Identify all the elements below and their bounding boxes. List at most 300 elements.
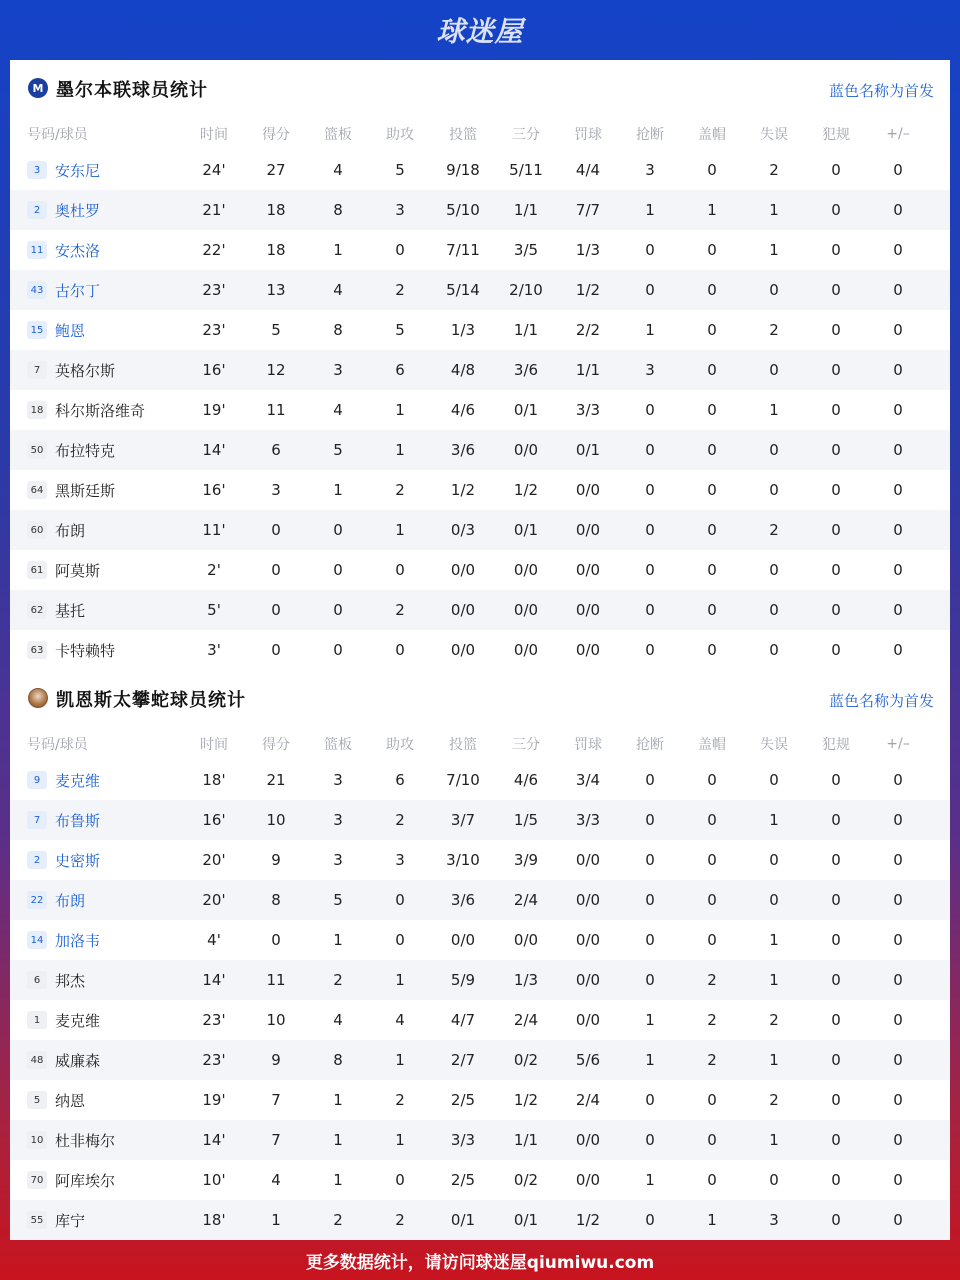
stat-cell: 0 xyxy=(893,771,903,789)
player-cell xyxy=(27,840,197,880)
stat-cell: 2' xyxy=(207,561,221,579)
player-name[interactable]: 阿莫斯 xyxy=(55,561,101,580)
stat-cell: 1 xyxy=(395,521,405,539)
stat-cell: 0 xyxy=(707,641,717,659)
stat-cell: 0 xyxy=(893,1171,903,1189)
stat-cell: 0 xyxy=(707,1171,717,1189)
stat-cell: 0/0 xyxy=(450,601,476,619)
stat-cell: 0 xyxy=(707,771,717,789)
player-name[interactable]: 黑斯廷斯 xyxy=(55,481,116,500)
stat-cell: 2 xyxy=(769,321,779,339)
stat-cell: 1/2 xyxy=(513,1091,539,1109)
table-row[interactable] xyxy=(10,1160,950,1200)
stat-cell: 0 xyxy=(831,771,841,789)
player-cell xyxy=(27,430,197,470)
stat-cell: 0/0 xyxy=(575,1011,601,1029)
player-name[interactable]: 古尔丁 xyxy=(55,281,101,300)
player-cell xyxy=(27,350,197,390)
stat-cell: 0 xyxy=(831,281,841,299)
jersey-number: 6 xyxy=(27,971,47,989)
player-name[interactable]: 布鲁斯 xyxy=(55,811,101,830)
stat-cell: 22' xyxy=(202,241,226,259)
stat-cell: 0/0 xyxy=(575,561,601,579)
stat-cell: 2 xyxy=(707,971,717,989)
column-header: 犯规 xyxy=(822,737,850,753)
column-header: 时间 xyxy=(200,737,228,753)
stat-cell: 2 xyxy=(769,521,779,539)
table-row[interactable] xyxy=(10,270,950,310)
player-name[interactable]: 麦克维 xyxy=(55,771,101,790)
stat-cell: 0 xyxy=(707,811,717,829)
stat-cell: 0 xyxy=(831,811,841,829)
stat-cell: 0 xyxy=(645,641,655,659)
stat-cell: 0/0 xyxy=(575,1171,601,1189)
stat-cell: 1 xyxy=(645,1011,655,1029)
stat-cell: 1/1 xyxy=(575,361,601,379)
stat-cell: 0 xyxy=(769,891,779,909)
stat-cell: 20' xyxy=(202,851,226,869)
stat-cell: 0 xyxy=(707,851,717,869)
stat-cell: 2 xyxy=(395,1211,405,1229)
column-header: 罚球 xyxy=(574,737,602,753)
stat-cell: 0 xyxy=(271,641,281,659)
player-cell xyxy=(27,1040,197,1080)
player-cell xyxy=(27,920,197,960)
stat-cell: 3 xyxy=(645,361,655,379)
stat-cell: 0/0 xyxy=(575,891,601,909)
player-cell xyxy=(27,760,197,800)
stat-cell: 0 xyxy=(893,1131,903,1149)
column-header: 助攻 xyxy=(386,127,414,143)
player-cell xyxy=(27,1200,197,1240)
stat-cell: 1 xyxy=(395,971,405,989)
player-name[interactable]: 布拉特克 xyxy=(55,441,116,460)
stat-cell: 0 xyxy=(271,561,281,579)
stat-cell: 5 xyxy=(333,441,343,459)
stat-cell: 4 xyxy=(271,1171,281,1189)
stat-cell: 18 xyxy=(266,201,286,219)
column-header: 三分 xyxy=(512,737,540,753)
stat-cell: 0 xyxy=(893,641,903,659)
stat-cell: 2 xyxy=(395,481,405,499)
player-cell xyxy=(27,590,197,630)
stat-cell: 0/0 xyxy=(575,481,601,499)
stat-cell: 5/9 xyxy=(450,971,476,989)
stat-cell: 0/1 xyxy=(450,1211,476,1229)
jersey-number: 7 xyxy=(27,811,47,829)
stat-cell: 2/4 xyxy=(575,1091,601,1109)
column-header: 投篮 xyxy=(449,737,477,753)
stat-cell: 1/2 xyxy=(575,1211,601,1229)
stat-cell: 0 xyxy=(645,241,655,259)
stat-cell: 0 xyxy=(831,1131,841,1149)
stat-cell: 0 xyxy=(333,641,343,659)
stat-cell: 1 xyxy=(769,201,779,219)
brand-logo: 球迷屋 xyxy=(436,15,524,48)
player-name[interactable]: 科尔斯洛维奇 xyxy=(55,401,146,420)
jersey-number: 7 xyxy=(27,361,47,379)
player-name[interactable]: 杜非梅尔 xyxy=(55,1131,116,1150)
stat-cell: 0 xyxy=(769,601,779,619)
table-row[interactable] xyxy=(10,390,950,430)
table-row[interactable] xyxy=(10,190,950,230)
stat-cell: 0/0 xyxy=(513,441,539,459)
column-header: 得分 xyxy=(262,737,290,753)
stat-cell: 2 xyxy=(769,161,779,179)
stat-cell: 0 xyxy=(893,1211,903,1229)
stat-cell: 10 xyxy=(266,811,286,829)
column-header: 失误 xyxy=(760,737,788,753)
starter-legend: 蓝色名称为首发 xyxy=(828,692,934,710)
stat-cell: 9/18 xyxy=(446,161,480,179)
stat-cell: 0 xyxy=(645,771,655,789)
stat-cell: 0 xyxy=(707,481,717,499)
stat-cell: 0 xyxy=(645,811,655,829)
stat-cell: 3 xyxy=(333,811,343,829)
jersey-number: 61 xyxy=(27,561,47,579)
stat-cell: 6 xyxy=(271,441,281,459)
stat-cell: 0 xyxy=(769,441,779,459)
stat-cell: 1 xyxy=(707,1211,717,1229)
starter-legend: 蓝色名称为首发 xyxy=(828,82,934,100)
stat-cell: 0/1 xyxy=(513,1211,539,1229)
stat-cell: 0/0 xyxy=(575,851,601,869)
team-title-row xyxy=(10,60,950,118)
stat-cell: 5/6 xyxy=(575,1051,601,1069)
stat-cell: 2/4 xyxy=(513,891,539,909)
stat-cell: 7/7 xyxy=(575,201,601,219)
stat-cell: 1 xyxy=(333,1171,343,1189)
stat-cell: 10' xyxy=(202,1171,226,1189)
table-header xyxy=(10,118,950,150)
table-row[interactable] xyxy=(10,230,950,270)
stat-cell: 2 xyxy=(769,1011,779,1029)
stat-cell: 1/1 xyxy=(513,321,539,339)
stat-cell: 0/0 xyxy=(513,641,539,659)
stat-cell: 1 xyxy=(333,931,343,949)
table-row[interactable] xyxy=(10,1000,950,1040)
stat-cell: 3/9 xyxy=(513,851,539,869)
stat-cell: 0 xyxy=(831,1171,841,1189)
stat-cell: 0 xyxy=(831,401,841,419)
table-row[interactable] xyxy=(10,510,950,550)
player-name[interactable]: 阿库埃尔 xyxy=(55,1171,116,1190)
stat-cell: 0 xyxy=(769,851,779,869)
stat-cell: 2/5 xyxy=(450,1171,476,1189)
stat-cell: 0 xyxy=(893,401,903,419)
table-row[interactable] xyxy=(10,880,950,920)
stat-cell: 0 xyxy=(645,401,655,419)
stat-cell: 0 xyxy=(769,561,779,579)
team-section-1 xyxy=(10,60,950,670)
stat-cell: 6 xyxy=(395,771,405,789)
table-row[interactable] xyxy=(10,1080,950,1120)
stat-cell: 0/2 xyxy=(513,1051,539,1069)
stat-cell: 3 xyxy=(395,201,405,219)
table-row[interactable] xyxy=(10,800,950,840)
stat-cell: 23' xyxy=(202,1051,226,1069)
stat-cell: 3 xyxy=(395,851,405,869)
stat-cell: 7 xyxy=(271,1131,281,1149)
stat-cell: 0 xyxy=(645,481,655,499)
stat-cell: 1/3 xyxy=(450,321,476,339)
stat-cell: 2 xyxy=(333,971,343,989)
stat-cell: 0 xyxy=(831,521,841,539)
player-cell xyxy=(27,150,197,190)
stat-cell: 4 xyxy=(333,401,343,419)
stat-cell: 3 xyxy=(333,361,343,379)
stat-cell: 5 xyxy=(395,161,405,179)
stat-cell: 4 xyxy=(333,161,343,179)
jersey-number: 10 xyxy=(27,1131,47,1149)
stat-cell: 1 xyxy=(395,401,405,419)
table-row[interactable] xyxy=(10,470,950,510)
stat-cell: 0/0 xyxy=(575,641,601,659)
stat-cell: 11' xyxy=(202,521,226,539)
team-title: 凯恩斯太攀蛇球员统计 xyxy=(56,690,246,711)
stat-cell: 7 xyxy=(271,1091,281,1109)
jersey-number: 14 xyxy=(27,931,47,949)
stat-cell: 0 xyxy=(893,241,903,259)
jersey-number: 70 xyxy=(27,1171,47,1189)
stat-cell: 4/6 xyxy=(513,771,539,789)
stat-cell: 1 xyxy=(395,1051,405,1069)
stat-cell: 0 xyxy=(893,811,903,829)
stat-cell: 2 xyxy=(769,1091,779,1109)
player-name[interactable]: 安东尼 xyxy=(55,161,101,180)
stat-cell: 3/3 xyxy=(575,401,601,419)
team-title-row xyxy=(10,670,950,728)
stat-cell: 9 xyxy=(271,1051,281,1069)
stat-cell: 0 xyxy=(831,1091,841,1109)
stat-cell: 1 xyxy=(333,481,343,499)
jersey-number: 62 xyxy=(27,601,47,619)
player-cell xyxy=(27,960,197,1000)
stat-cell: 1 xyxy=(333,1091,343,1109)
player-name[interactable]: 布朗 xyxy=(55,521,86,540)
stat-cell: 2 xyxy=(395,281,405,299)
stat-cell: 0 xyxy=(645,441,655,459)
player-name[interactable]: 库宁 xyxy=(55,1211,86,1230)
jersey-number: 2 xyxy=(27,201,47,219)
stat-cell: 0 xyxy=(831,481,841,499)
player-name[interactable]: 卡特赖特 xyxy=(55,641,116,660)
stat-cell: 23' xyxy=(202,281,226,299)
stat-cell: 0 xyxy=(645,971,655,989)
player-name[interactable]: 英格尔斯 xyxy=(55,361,116,380)
stat-cell: 2 xyxy=(395,1091,405,1109)
column-header: 号码/球员 xyxy=(27,127,88,143)
team-logo-icon: M xyxy=(28,78,48,98)
stat-cell: 11 xyxy=(266,401,286,419)
table-row[interactable] xyxy=(10,430,950,470)
stat-cell: 0 xyxy=(707,361,717,379)
stat-cell: 2/5 xyxy=(450,1091,476,1109)
player-cell xyxy=(27,1080,197,1120)
stat-cell: 0/1 xyxy=(575,441,601,459)
table-row[interactable] xyxy=(10,920,950,960)
stat-cell: 0 xyxy=(769,481,779,499)
stat-cell: 0/0 xyxy=(513,931,539,949)
player-name[interactable]: 邦杰 xyxy=(55,971,86,990)
stat-cell: 0 xyxy=(707,521,717,539)
table-row[interactable] xyxy=(10,1040,950,1080)
table-row[interactable] xyxy=(10,1200,950,1240)
column-header: 号码/球员 xyxy=(27,737,88,753)
stat-cell: 0 xyxy=(271,521,281,539)
stat-cell: 0 xyxy=(893,931,903,949)
jersey-number: 64 xyxy=(27,481,47,499)
player-name[interactable]: 加洛韦 xyxy=(55,931,101,950)
stat-cell: 2 xyxy=(707,1051,717,1069)
stat-cell: 21' xyxy=(202,201,226,219)
stat-cell: 1 xyxy=(271,1211,281,1229)
stat-cell: 4/8 xyxy=(450,361,476,379)
stat-cell: 0/0 xyxy=(575,931,601,949)
stat-cell: 2/2 xyxy=(575,321,601,339)
stat-cell: 0 xyxy=(707,241,717,259)
player-name[interactable]: 布朗 xyxy=(55,891,86,910)
stat-cell: 2/7 xyxy=(450,1051,476,1069)
stat-cell: 0/1 xyxy=(513,401,539,419)
stat-cell: 12 xyxy=(266,361,286,379)
table-row[interactable] xyxy=(10,630,950,670)
stat-cell: 1/3 xyxy=(513,971,539,989)
stat-cell: 3 xyxy=(333,851,343,869)
stat-cell: 1/2 xyxy=(513,481,539,499)
table-row[interactable] xyxy=(10,590,950,630)
stat-cell: 1 xyxy=(707,201,717,219)
stat-cell: 0 xyxy=(707,601,717,619)
player-name[interactable]: 安杰洛 xyxy=(55,241,101,260)
stat-cell: 9 xyxy=(271,851,281,869)
jersey-number: 5 xyxy=(27,1091,47,1109)
jersey-number: 2 xyxy=(27,851,47,869)
brand-header xyxy=(0,0,960,60)
stat-cell: 0 xyxy=(645,521,655,539)
stat-cell: 1 xyxy=(333,1131,343,1149)
column-header: 盖帽 xyxy=(698,737,726,753)
stat-cell: 0 xyxy=(831,1011,841,1029)
stat-cell: 0 xyxy=(831,1051,841,1069)
jersey-number: 60 xyxy=(27,521,47,539)
player-name[interactable]: 威廉森 xyxy=(55,1051,101,1070)
player-name[interactable]: 麦克维 xyxy=(55,1011,101,1030)
stat-cell: 0 xyxy=(395,931,405,949)
stat-cell: 1/2 xyxy=(575,281,601,299)
player-name[interactable]: 史密斯 xyxy=(55,851,101,870)
stat-cell: 0 xyxy=(831,321,841,339)
jersey-number: 50 xyxy=(27,441,47,459)
stat-cell: 0 xyxy=(395,241,405,259)
stat-cell: 3/3 xyxy=(450,1131,476,1149)
stat-cell: 14' xyxy=(202,971,226,989)
stat-cell: 0/0 xyxy=(575,601,601,619)
jersey-number: 18 xyxy=(27,401,47,419)
stat-cell: 1/1 xyxy=(513,201,539,219)
stat-cell: 23' xyxy=(202,1011,226,1029)
column-header: 时间 xyxy=(200,127,228,143)
stat-cell: 0 xyxy=(893,161,903,179)
player-name[interactable]: 基托 xyxy=(55,601,86,620)
stat-cell: 8 xyxy=(333,1051,343,1069)
table-row[interactable] xyxy=(10,960,950,1000)
stat-cell: 1 xyxy=(395,441,405,459)
stat-cell: 1 xyxy=(645,1171,655,1189)
player-name[interactable]: 奥杜罗 xyxy=(55,201,101,220)
stat-cell: 1 xyxy=(769,401,779,419)
table-row[interactable] xyxy=(10,760,950,800)
player-cell xyxy=(27,880,197,920)
stat-cell: 1 xyxy=(769,811,779,829)
stat-cell: 0 xyxy=(831,201,841,219)
stats-panel xyxy=(10,60,950,1240)
stat-cell: 0 xyxy=(831,931,841,949)
stat-cell: 0 xyxy=(893,561,903,579)
stat-cell: 0 xyxy=(645,561,655,579)
column-header: 篮板 xyxy=(324,127,352,143)
stat-cell: 0 xyxy=(707,561,717,579)
stat-cell: 3/4 xyxy=(575,771,601,789)
stat-cell: 0 xyxy=(645,601,655,619)
stat-cell: 0 xyxy=(893,281,903,299)
player-name[interactable]: 纳恩 xyxy=(55,1091,86,1110)
stat-cell: 3/10 xyxy=(446,851,480,869)
stat-cell: 0 xyxy=(831,601,841,619)
stat-cell: 0 xyxy=(769,361,779,379)
stat-cell: 3' xyxy=(207,641,221,659)
player-cell xyxy=(27,1000,197,1040)
jersey-number: 22 xyxy=(27,891,47,909)
table-row[interactable] xyxy=(10,350,950,390)
player-cell xyxy=(27,270,197,310)
footer-promo[interactable]: 更多数据统计，请访问球迷屋qiumiwu.com xyxy=(305,1252,655,1273)
stat-cell: 0 xyxy=(831,971,841,989)
player-cell xyxy=(27,310,197,350)
stat-cell: 0 xyxy=(395,1171,405,1189)
stat-cell: 2 xyxy=(333,1211,343,1229)
table-row[interactable] xyxy=(10,150,950,190)
jersey-number: 63 xyxy=(27,641,47,659)
column-header: 得分 xyxy=(262,127,290,143)
stat-cell: 19' xyxy=(202,401,226,419)
stat-cell: 3/6 xyxy=(513,361,539,379)
table-row[interactable] xyxy=(10,1120,950,1160)
stat-cell: 0/0 xyxy=(575,1131,601,1149)
stat-cell: 0 xyxy=(831,851,841,869)
stat-cell: 1/1 xyxy=(513,1131,539,1149)
table-row[interactable] xyxy=(10,310,950,350)
stat-cell: 4 xyxy=(333,281,343,299)
table-row[interactable] xyxy=(10,840,950,880)
player-name[interactable]: 鲍恩 xyxy=(55,321,86,340)
stat-cell: 2 xyxy=(395,811,405,829)
team-logo-icon xyxy=(28,688,48,708)
stat-cell: 0 xyxy=(333,601,343,619)
column-header: 抢断 xyxy=(636,737,664,753)
stat-cell: 0 xyxy=(333,561,343,579)
jersey-number: 1 xyxy=(27,1011,47,1029)
stat-cell: 0 xyxy=(769,771,779,789)
stat-cell: 0 xyxy=(893,891,903,909)
stat-cell: 0/0 xyxy=(513,601,539,619)
stat-cell: 0 xyxy=(831,891,841,909)
stat-cell: 5 xyxy=(271,321,281,339)
player-cell xyxy=(27,1120,197,1160)
stat-cell: 8 xyxy=(333,321,343,339)
stat-cell: 8 xyxy=(333,201,343,219)
table-row[interactable] xyxy=(10,550,950,590)
